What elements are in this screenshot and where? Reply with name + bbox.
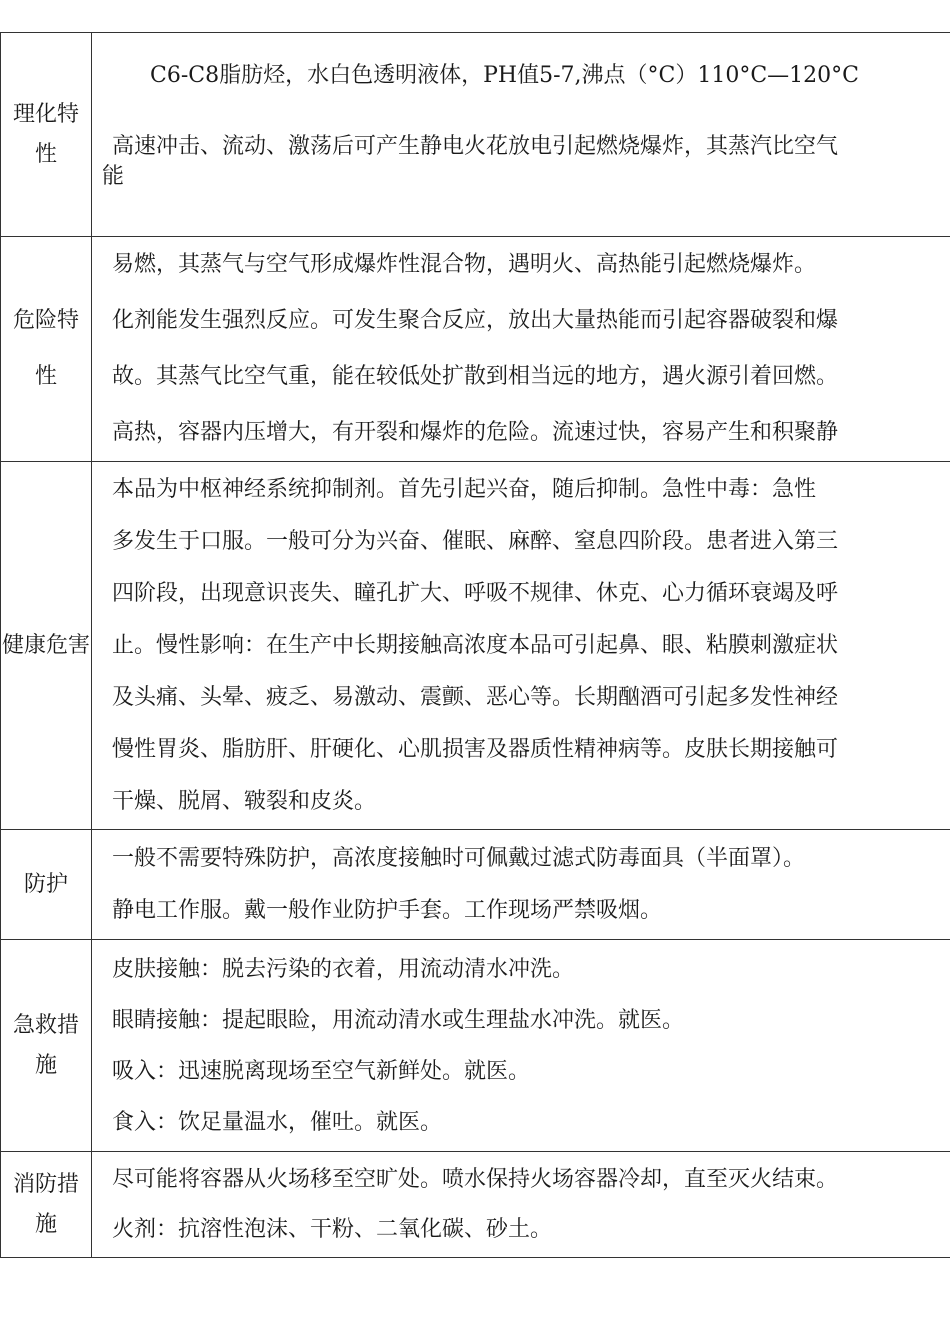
content-line: 四阶段，出现意识丧失、瞳孔扩大、呼吸不规律、休克、心力循环衰竭及呼: [112, 580, 839, 606]
row-label-first-aid: [1, 940, 92, 1152]
content-line: 干燥、脱屑、皲裂和皮炎。: [112, 788, 377, 814]
content-line: 一般不需要特殊防护，高浓度接触时可佩戴过滤式防毒面具（半面罩）。: [112, 845, 806, 871]
content-line: 多发生于口服。一般可分为兴奋、催眠、麻醉、窒息四阶段。患者进入第三: [112, 528, 839, 554]
label-text: 消防措施: [12, 1171, 79, 1237]
row-label-hazard-properties: [1, 237, 92, 462]
content-line: 火剂：抗溶性泡沫、干粉、二氧化碳、砂土。: [112, 1216, 553, 1242]
table-row-physical-properties: [1, 33, 950, 237]
table-row-hazard-properties: [1, 237, 950, 462]
row-content-fire-fighting: [92, 1152, 950, 1258]
content-line: 及头痛、头晕、疲乏、易激动、震颤、恶心等。长期酗酒可引起多发性神经: [112, 684, 839, 710]
row-content-first-aid: [92, 940, 950, 1152]
table-row-first-aid: [1, 940, 950, 1152]
content-line: 故。其蒸气比空气重，能在较低处扩散到相当远的地方，遇火源引着回燃。: [112, 364, 839, 389]
content-line: 眼睛接触：提起眼睑，用流动清水或生理盐水冲洗。就医。: [112, 1007, 685, 1033]
content-line: 本品为中枢神经系统抑制剂。首先引起兴奋，随后抑制。急性中毒：急性: [112, 476, 817, 502]
safety-data-table: [0, 32, 950, 1258]
content-line: 能: [102, 164, 125, 189]
content-line: 慢性胃炎、脂肪肝、肝硬化、心肌损害及器质性精神病等。皮肤长期接触可: [112, 736, 839, 762]
content-line: 易燃，其蒸气与空气形成爆炸性混合物，遇明火、高热能引起燃烧爆炸。: [112, 252, 817, 277]
row-content-physical-properties: [92, 33, 950, 237]
label-text: 防护: [23, 871, 68, 897]
content-line: 静电工作服。戴一般作业防护手套。工作现场严禁吸烟。: [112, 897, 663, 923]
content-line: 尽可能将容器从火场移至空旷处。喷水保持火场容器冷却，直至灭火结束。: [112, 1166, 839, 1192]
label-text: 危险特性: [12, 308, 79, 389]
label-text: 理化特性: [12, 101, 79, 167]
row-label-protection: [1, 830, 92, 940]
label-text: 健康危害: [1, 632, 90, 658]
table-row-health-hazards: [1, 462, 950, 830]
content-line: 止。慢性影响：在生产中长期接触高浓度本品可引起鼻、眼、粘膜刺激症状: [112, 632, 839, 658]
label-text: 急救措施: [12, 1012, 79, 1078]
content-line: 高速冲击、流动、激荡后可产生静电火花放电引起燃烧爆炸，其蒸汽比空气: [112, 134, 839, 159]
row-content-protection: [92, 830, 950, 940]
content-line: 高热，容器内压增大，有开裂和爆炸的危险。流速过快，容易产生和积聚静: [112, 420, 839, 445]
content-line: C6-C8脂肪烃，水白色透明液体，PH值5-7,沸点（°C）110°C—120°C: [150, 63, 859, 88]
table-row-fire-fighting: [1, 1152, 950, 1258]
content-line: 吸入：迅速脱离现场至空气新鲜处。就医。: [112, 1058, 531, 1084]
table-row-protection: [1, 830, 950, 940]
row-label-fire-fighting: [1, 1152, 92, 1258]
row-content-health-hazards: [92, 462, 950, 830]
content-line: 食入：饮足量温水，催吐。就医。: [112, 1109, 443, 1135]
row-label-physical-properties: [1, 33, 92, 237]
row-content-hazard-properties: [92, 237, 950, 462]
content-line: 皮肤接触：脱去污染的衣着，用流动清水冲洗。: [112, 956, 575, 982]
row-label-health-hazards: [1, 462, 92, 830]
content-line: 化剂能发生强烈反应。可发生聚合反应，放出大量热能而引起容器破裂和爆: [112, 308, 839, 333]
